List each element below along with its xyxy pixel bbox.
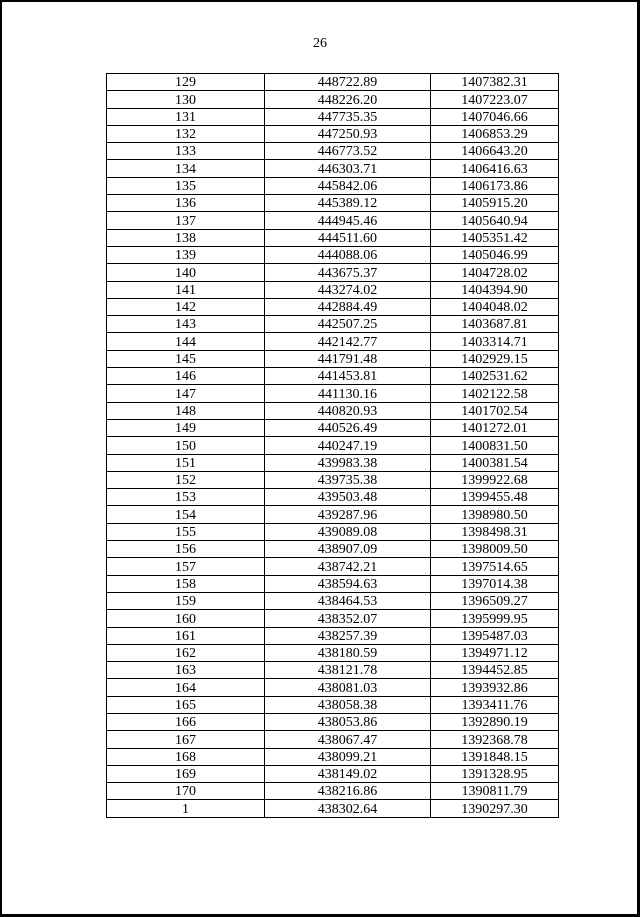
table-row bbox=[107, 748, 559, 765]
x-coordinate-cell: 438149.02 bbox=[265, 765, 431, 782]
table-row bbox=[107, 74, 559, 91]
table-row bbox=[107, 91, 559, 108]
coordinates-table bbox=[106, 73, 559, 818]
point-number-cell: 148 bbox=[107, 402, 265, 419]
table-row bbox=[107, 610, 559, 627]
table-row bbox=[107, 264, 559, 281]
y-coordinate-cell: 1399455.48 bbox=[431, 489, 559, 506]
point-number-cell: 1 bbox=[107, 800, 265, 817]
point-number-cell: 146 bbox=[107, 368, 265, 385]
x-coordinate-cell: 441453.81 bbox=[265, 368, 431, 385]
x-coordinate-cell: 439983.38 bbox=[265, 454, 431, 471]
x-coordinate-cell: 445842.06 bbox=[265, 177, 431, 194]
x-coordinate-cell: 439287.96 bbox=[265, 506, 431, 523]
table-row bbox=[107, 713, 559, 730]
table-row bbox=[107, 471, 559, 488]
table-row bbox=[107, 454, 559, 471]
table-row bbox=[107, 402, 559, 419]
y-coordinate-cell: 1405046.99 bbox=[431, 246, 559, 263]
x-coordinate-cell: 438594.63 bbox=[265, 575, 431, 592]
point-number-cell: 139 bbox=[107, 246, 265, 263]
table-row bbox=[107, 160, 559, 177]
x-coordinate-cell: 438216.86 bbox=[265, 783, 431, 800]
point-number-cell: 133 bbox=[107, 143, 265, 160]
x-coordinate-cell: 444511.60 bbox=[265, 229, 431, 246]
table-row bbox=[107, 541, 559, 558]
page-edge-left bbox=[0, 0, 2, 917]
x-coordinate-cell: 440526.49 bbox=[265, 419, 431, 436]
point-number-cell: 164 bbox=[107, 679, 265, 696]
y-coordinate-cell: 1398980.50 bbox=[431, 506, 559, 523]
y-coordinate-cell: 1403687.81 bbox=[431, 316, 559, 333]
x-coordinate-cell: 438464.53 bbox=[265, 592, 431, 609]
point-number-cell: 137 bbox=[107, 212, 265, 229]
table-row bbox=[107, 212, 559, 229]
y-coordinate-cell: 1401702.54 bbox=[431, 402, 559, 419]
table-row bbox=[107, 368, 559, 385]
y-coordinate-cell: 1397014.38 bbox=[431, 575, 559, 592]
x-coordinate-cell: 438058.38 bbox=[265, 696, 431, 713]
x-coordinate-cell: 446303.71 bbox=[265, 160, 431, 177]
y-coordinate-cell: 1406416.63 bbox=[431, 160, 559, 177]
point-number-cell: 147 bbox=[107, 385, 265, 402]
y-coordinate-cell: 1406643.20 bbox=[431, 143, 559, 160]
x-coordinate-cell: 441791.48 bbox=[265, 350, 431, 367]
x-coordinate-cell: 444088.06 bbox=[265, 246, 431, 263]
table-row bbox=[107, 125, 559, 142]
y-coordinate-cell: 1405915.20 bbox=[431, 195, 559, 212]
x-coordinate-cell: 448722.89 bbox=[265, 74, 431, 91]
point-number-cell: 140 bbox=[107, 264, 265, 281]
y-coordinate-cell: 1402531.62 bbox=[431, 368, 559, 385]
table-row bbox=[107, 575, 559, 592]
x-coordinate-cell: 443274.02 bbox=[265, 281, 431, 298]
y-coordinate-cell: 1402122.58 bbox=[431, 385, 559, 402]
x-coordinate-cell: 438067.47 bbox=[265, 731, 431, 748]
x-coordinate-cell: 438053.86 bbox=[265, 713, 431, 730]
y-coordinate-cell: 1405351.42 bbox=[431, 229, 559, 246]
y-coordinate-cell: 1403314.71 bbox=[431, 333, 559, 350]
x-coordinate-cell: 438257.39 bbox=[265, 627, 431, 644]
x-coordinate-cell: 439089.08 bbox=[265, 523, 431, 540]
x-coordinate-cell: 438081.03 bbox=[265, 679, 431, 696]
y-coordinate-cell: 1397514.65 bbox=[431, 558, 559, 575]
point-number-cell: 151 bbox=[107, 454, 265, 471]
y-coordinate-cell: 1407382.31 bbox=[431, 74, 559, 91]
x-coordinate-cell: 441130.16 bbox=[265, 385, 431, 402]
y-coordinate-cell: 1395999.95 bbox=[431, 610, 559, 627]
x-coordinate-cell: 444945.46 bbox=[265, 212, 431, 229]
y-coordinate-cell: 1394452.85 bbox=[431, 662, 559, 679]
y-coordinate-cell: 1407046.66 bbox=[431, 108, 559, 125]
table-row bbox=[107, 523, 559, 540]
point-number-cell: 144 bbox=[107, 333, 265, 350]
point-number-cell: 138 bbox=[107, 229, 265, 246]
y-coordinate-cell: 1402929.15 bbox=[431, 350, 559, 367]
y-coordinate-cell: 1393932.86 bbox=[431, 679, 559, 696]
x-coordinate-cell: 439735.38 bbox=[265, 471, 431, 488]
y-coordinate-cell: 1404728.02 bbox=[431, 264, 559, 281]
point-number-cell: 142 bbox=[107, 298, 265, 315]
table-row bbox=[107, 143, 559, 160]
y-coordinate-cell: 1391848.15 bbox=[431, 748, 559, 765]
point-number-cell: 155 bbox=[107, 523, 265, 540]
point-number-cell: 150 bbox=[107, 437, 265, 454]
point-number-cell: 169 bbox=[107, 765, 265, 782]
point-number-cell: 129 bbox=[107, 74, 265, 91]
y-coordinate-cell: 1396509.27 bbox=[431, 592, 559, 609]
x-coordinate-cell: 439503.48 bbox=[265, 489, 431, 506]
x-coordinate-cell: 438302.64 bbox=[265, 800, 431, 817]
point-number-cell: 152 bbox=[107, 471, 265, 488]
table-row bbox=[107, 783, 559, 800]
table-row bbox=[107, 419, 559, 436]
point-number-cell: 157 bbox=[107, 558, 265, 575]
x-coordinate-cell: 442142.77 bbox=[265, 333, 431, 350]
x-coordinate-cell: 438180.59 bbox=[265, 644, 431, 661]
table-row bbox=[107, 800, 559, 817]
y-coordinate-cell: 1407223.07 bbox=[431, 91, 559, 108]
x-coordinate-cell: 445389.12 bbox=[265, 195, 431, 212]
x-coordinate-cell: 440820.93 bbox=[265, 402, 431, 419]
point-number-cell: 158 bbox=[107, 575, 265, 592]
y-coordinate-cell: 1398009.50 bbox=[431, 541, 559, 558]
table-row bbox=[107, 385, 559, 402]
y-coordinate-cell: 1390811.79 bbox=[431, 783, 559, 800]
y-coordinate-cell: 1392368.78 bbox=[431, 731, 559, 748]
point-number-cell: 156 bbox=[107, 541, 265, 558]
table-row bbox=[107, 627, 559, 644]
table-row bbox=[107, 506, 559, 523]
x-coordinate-cell: 442507.25 bbox=[265, 316, 431, 333]
table-row bbox=[107, 333, 559, 350]
point-number-cell: 153 bbox=[107, 489, 265, 506]
point-number-cell: 130 bbox=[107, 91, 265, 108]
y-coordinate-cell: 1399922.68 bbox=[431, 471, 559, 488]
y-coordinate-cell: 1400831.50 bbox=[431, 437, 559, 454]
y-coordinate-cell: 1398498.31 bbox=[431, 523, 559, 540]
table-row bbox=[107, 281, 559, 298]
coordinates-table-body bbox=[107, 74, 559, 818]
table-row bbox=[107, 195, 559, 212]
table-row bbox=[107, 316, 559, 333]
y-coordinate-cell: 1392890.19 bbox=[431, 713, 559, 730]
y-coordinate-cell: 1400381.54 bbox=[431, 454, 559, 471]
table-row bbox=[107, 108, 559, 125]
y-coordinate-cell: 1395487.03 bbox=[431, 627, 559, 644]
point-number-cell: 170 bbox=[107, 783, 265, 800]
x-coordinate-cell: 438907.09 bbox=[265, 541, 431, 558]
table-row bbox=[107, 644, 559, 661]
y-coordinate-cell: 1401272.01 bbox=[431, 419, 559, 436]
x-coordinate-cell: 447250.93 bbox=[265, 125, 431, 142]
point-number-cell: 165 bbox=[107, 696, 265, 713]
y-coordinate-cell: 1390297.30 bbox=[431, 800, 559, 817]
point-number-cell: 167 bbox=[107, 731, 265, 748]
point-number-cell: 168 bbox=[107, 748, 265, 765]
point-number-cell: 145 bbox=[107, 350, 265, 367]
point-number-cell: 134 bbox=[107, 160, 265, 177]
x-coordinate-cell: 438121.78 bbox=[265, 662, 431, 679]
point-number-cell: 162 bbox=[107, 644, 265, 661]
point-number-cell: 161 bbox=[107, 627, 265, 644]
y-coordinate-cell: 1405640.94 bbox=[431, 212, 559, 229]
table-row bbox=[107, 350, 559, 367]
x-coordinate-cell: 442884.49 bbox=[265, 298, 431, 315]
y-coordinate-cell: 1406173.86 bbox=[431, 177, 559, 194]
table-row bbox=[107, 731, 559, 748]
point-number-cell: 159 bbox=[107, 592, 265, 609]
table-row bbox=[107, 558, 559, 575]
x-coordinate-cell: 443675.37 bbox=[265, 264, 431, 281]
y-coordinate-cell: 1391328.95 bbox=[431, 765, 559, 782]
point-number-cell: 166 bbox=[107, 713, 265, 730]
table-row bbox=[107, 696, 559, 713]
table-row bbox=[107, 489, 559, 506]
point-number-cell: 160 bbox=[107, 610, 265, 627]
table-row bbox=[107, 437, 559, 454]
point-number-cell: 135 bbox=[107, 177, 265, 194]
table-row bbox=[107, 765, 559, 782]
x-coordinate-cell: 438742.21 bbox=[265, 558, 431, 575]
point-number-cell: 143 bbox=[107, 316, 265, 333]
y-coordinate-cell: 1404394.90 bbox=[431, 281, 559, 298]
table-row bbox=[107, 246, 559, 263]
table-row bbox=[107, 679, 559, 696]
page-edge-top bbox=[0, 0, 640, 2]
y-coordinate-cell: 1406853.29 bbox=[431, 125, 559, 142]
point-number-cell: 131 bbox=[107, 108, 265, 125]
x-coordinate-cell: 440247.19 bbox=[265, 437, 431, 454]
point-number-cell: 141 bbox=[107, 281, 265, 298]
x-coordinate-cell: 438099.21 bbox=[265, 748, 431, 765]
table-row bbox=[107, 592, 559, 609]
table-row bbox=[107, 298, 559, 315]
y-coordinate-cell: 1393411.76 bbox=[431, 696, 559, 713]
x-coordinate-cell: 448226.20 bbox=[265, 91, 431, 108]
x-coordinate-cell: 447735.35 bbox=[265, 108, 431, 125]
table-row bbox=[107, 229, 559, 246]
x-coordinate-cell: 438352.07 bbox=[265, 610, 431, 627]
point-number-cell: 136 bbox=[107, 195, 265, 212]
y-coordinate-cell: 1394971.12 bbox=[431, 644, 559, 661]
point-number-cell: 163 bbox=[107, 662, 265, 679]
y-coordinate-cell: 1404048.02 bbox=[431, 298, 559, 315]
table-row bbox=[107, 662, 559, 679]
point-number-cell: 154 bbox=[107, 506, 265, 523]
point-number-cell: 132 bbox=[107, 125, 265, 142]
x-coordinate-cell: 446773.52 bbox=[265, 143, 431, 160]
table-row bbox=[107, 177, 559, 194]
point-number-cell: 149 bbox=[107, 419, 265, 436]
page-number: 26 bbox=[313, 36, 327, 51]
